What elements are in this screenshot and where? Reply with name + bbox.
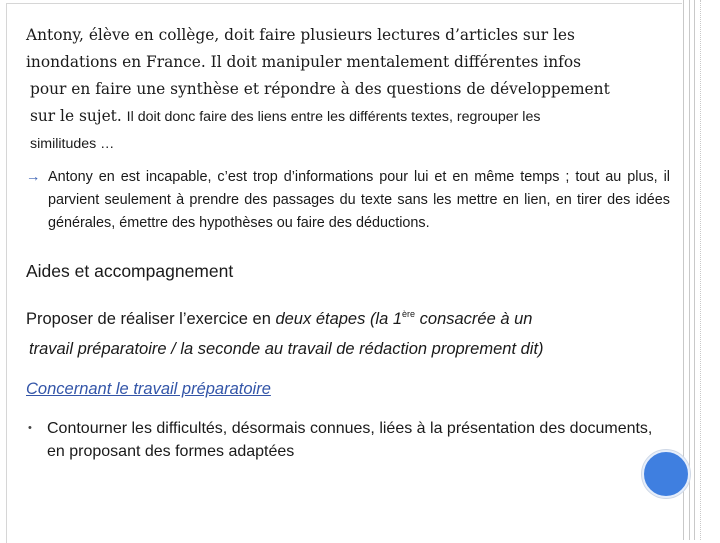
right-border-line xyxy=(694,0,695,540)
bullet-list xyxy=(26,417,676,463)
intro-line: pour en faire une synthèse et répondre à des questions de développement xyxy=(30,80,610,98)
intro-line: inondations en France. Il doit manipuler mentalement différentes infos xyxy=(26,53,581,71)
list-item-text: Contourner les difficultés, désormais connues, liées à la présentation des documents, en proposant des formes adaptées xyxy=(47,420,653,460)
bullet-icon: • xyxy=(28,422,32,434)
proposal-text: Proposer de réaliser l’exercice en xyxy=(26,310,276,328)
proposal-italic: consacrée à un xyxy=(415,310,533,328)
proposal-paragraph xyxy=(26,299,676,364)
decorative-circle xyxy=(642,450,690,498)
intro-sans-fragment: Il doit donc faire des liens entre les différents textes, regrouper les xyxy=(126,109,541,125)
proposal-italic: deux étapes (la 1 xyxy=(275,310,403,328)
list-item xyxy=(26,417,670,463)
intro-line: Antony, élève en collège, doit faire plusieurs lectures d’articles sur les xyxy=(26,26,575,44)
right-border-line xyxy=(689,0,690,540)
consequence-paragraph xyxy=(26,166,670,235)
consequence-text: Antony en est incapable, c’est trop d’informations pour lui et en même temps ; tout au plus, il parvient seulement à prendre des passages du texte sans les mettre en lien, en tirer des idées générales, émettre des hypothèses ou faire des déductions. xyxy=(48,169,670,231)
intro-line xyxy=(26,103,676,131)
slide-content xyxy=(26,22,676,463)
right-border-line xyxy=(700,0,701,540)
proposal-line xyxy=(26,299,676,334)
proposal-line xyxy=(26,334,676,364)
proposal-italic: travail préparatoire / la seconde au travail de rédaction proprement dit) xyxy=(29,340,544,358)
proposal-superscript: ère xyxy=(402,309,416,319)
intro-line: similitudes … xyxy=(30,136,115,152)
intro-paragraph xyxy=(26,22,676,158)
intro-serif-fragment: sur le sujet. xyxy=(30,107,122,125)
subsection-title: Concernant le travail préparatoire xyxy=(26,380,271,398)
section-title: Aides et accompagnement xyxy=(26,261,234,281)
arrow-right-icon: → xyxy=(26,169,41,185)
